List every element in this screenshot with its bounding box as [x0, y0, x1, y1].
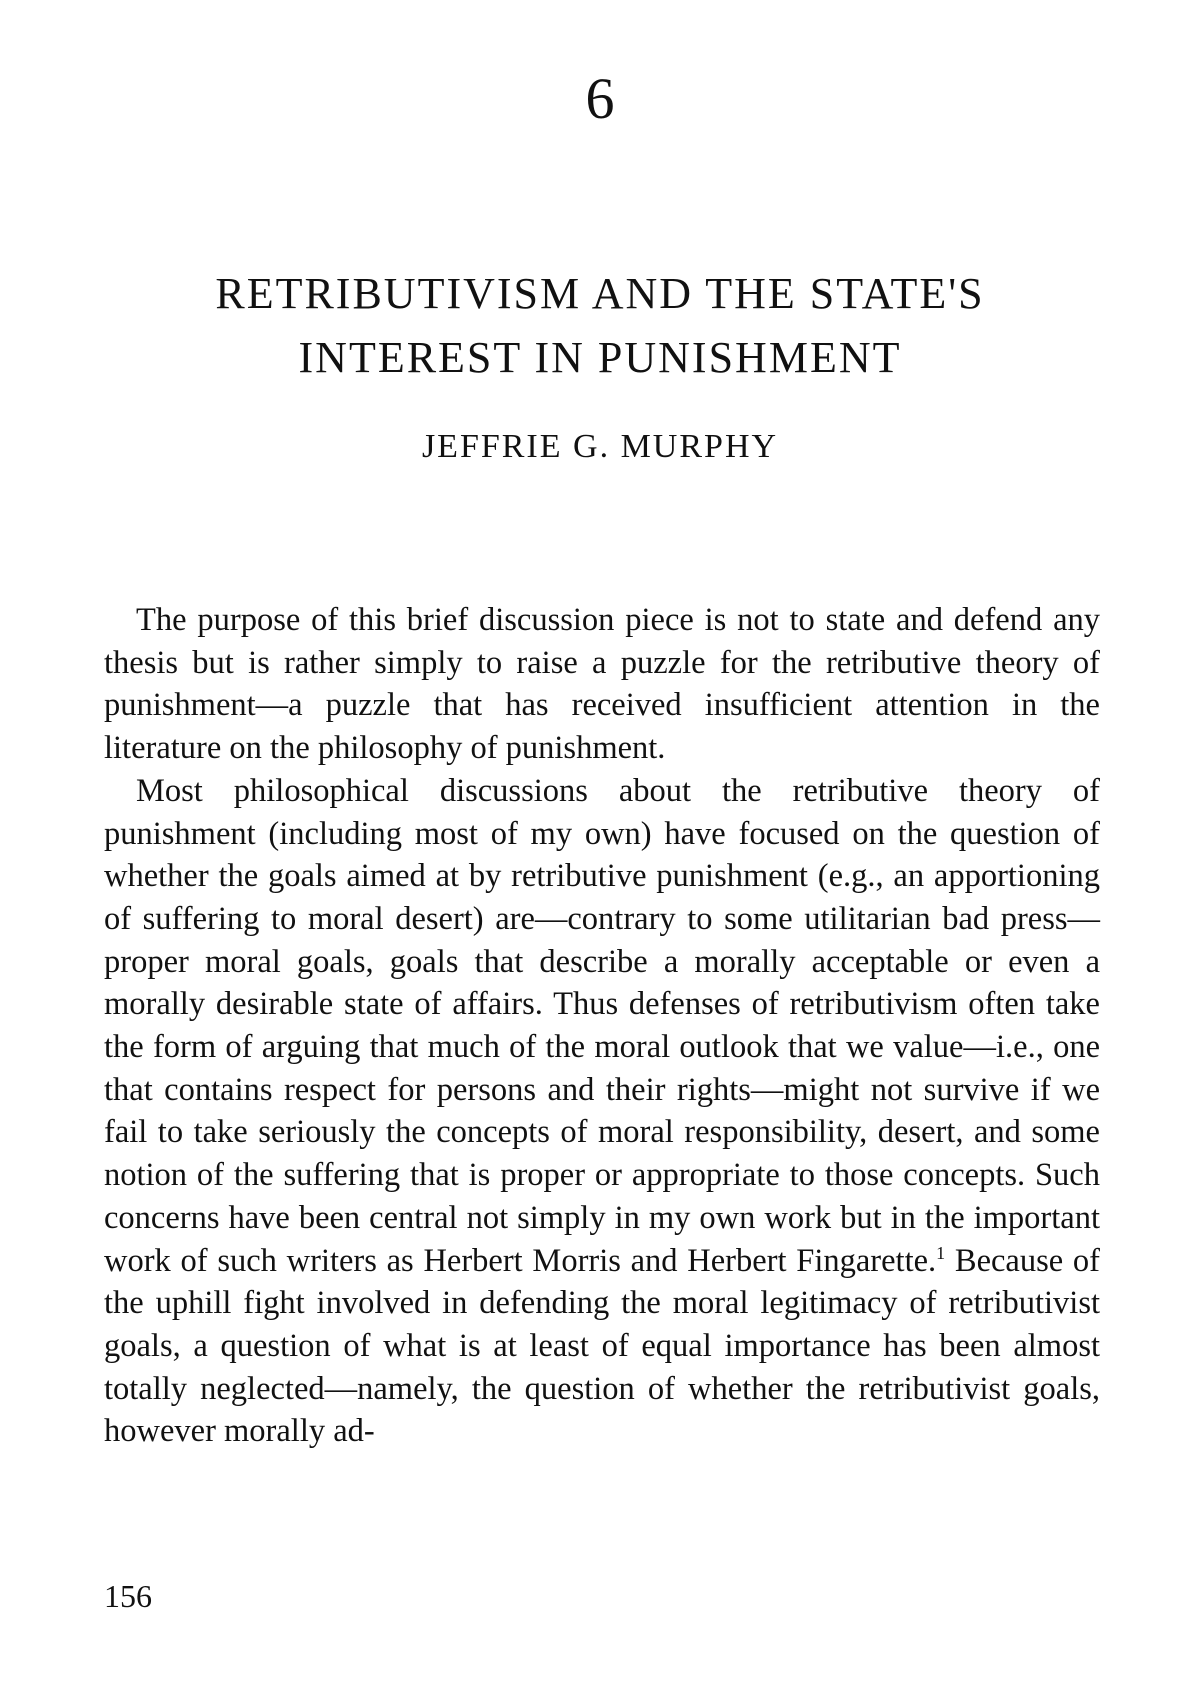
body-text [104, 599, 1100, 1453]
footnote-marker: 1 [936, 1242, 946, 1263]
paragraph-1: The purpose of this brief discussion piece is not to state and defend any thesis but is rather simply to raise a puzzle for the retributive theory of punishment—a puzzle that has received insufficient attention in the literature on the philosophy of punishment. [104, 602, 1100, 767]
paragraph-2-text-after-note: Because of the uphill fight involved in defending the moral legitimacy of retributivist goals, a question of what is at least of equal importance has been almost totally neglected—namely, the question of whether the retributivist goals, however morally ad- [104, 1242, 1100, 1450]
chapter-number: 6 [585, 66, 615, 131]
chapter-title [100, 262, 1100, 390]
chapter-title-line-1: RETRIBUTIVISM AND THE STATE'S [215, 269, 985, 318]
page-number: 156 [104, 1578, 152, 1614]
chapter-title-line-2: INTEREST IN PUNISHMENT [298, 333, 902, 382]
paragraph-2-text-before-note: Most philosophical discussions about the retributive theory of punishment (including most of my own) have focused on the question of whether the goals aimed at by retributive punishment (e.g., an apportioning of suffering to moral desert) are—contrary to some utilitarian bad press—proper moral goals, goals that describe a morally acceptable or even a morally desirable state of affairs. Thus defenses of retributivism often take the form of arguing that much of the moral outlook that we value—i.e., one that contains respect for persons and their rights—might not survive if we fail to take seriously the concepts of moral responsibility, desert, and some notion of the suffering that is proper or appropriate to those concepts. Such concerns have been central not simply in my own work but in the important work of such writers as Herbert Morris and Herbert Fingarette. [104, 772, 1100, 1279]
paragraph-2 [104, 770, 1100, 1453]
author-name: JEFFRIE G. MURPHY [421, 428, 779, 465]
